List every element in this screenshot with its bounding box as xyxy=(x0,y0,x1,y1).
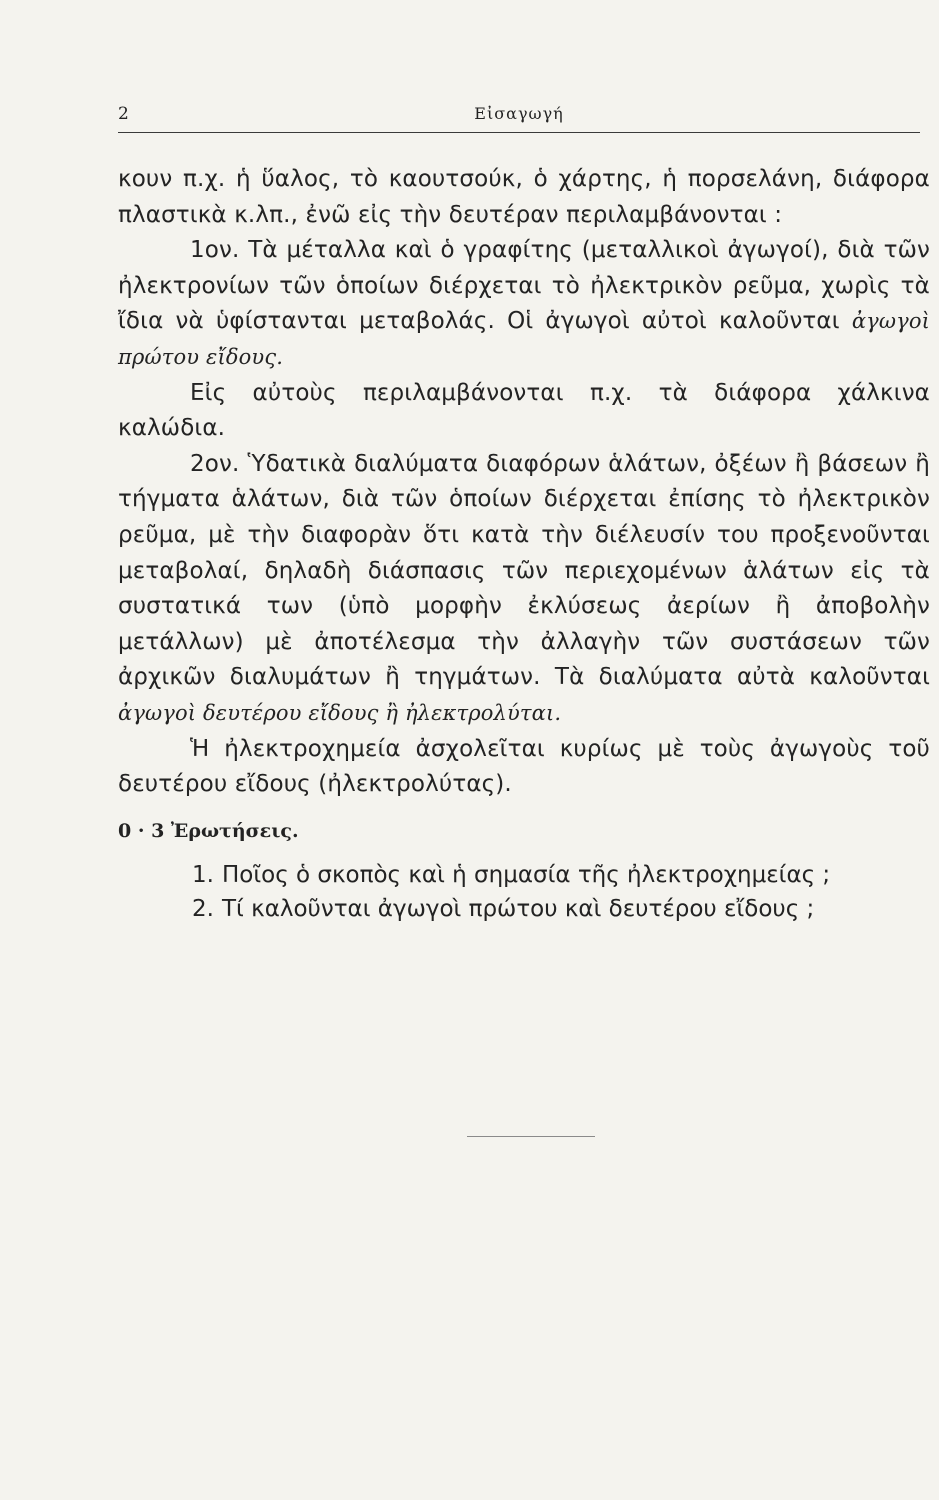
page-header xyxy=(118,100,920,133)
paragraph-text: 2ον. Ὑδατικὰ διαλύματα διαφόρων ἁλάτων, ὀξέων ἢ βάσεων ἢ τήγματα ἁλάτων, διὰ τῶν ὁποίων διέρχεται ἐπίσης τὸ ἠλεκτρικὸν ρεῦμα, μὲ τὴν διαφορὰν ὅτι κατὰ τὴν διέλευσίν του προξενοῦνται μεταβολαί, δηλαδὴ διάσπασις τῶν περιεχομένων ἁλάτων εἰς τὰ συστατικά των (ὑπὸ μορφὴν ἐκλύσεως ἀερίων ἢ ἀποβολὴν μετάλλων) μὲ ἀποτέλεσμα τὴν ἀλλαγὴν τῶν συστάσεων τῶν ἀρχικῶν διαλυμάτων ἢ τηγμάτων. Τὰ διαλύματα αὐτὰ καλοῦνται xyxy=(118,450,930,691)
paragraph-electrochemistry: Ἡ ἠλεκτροχημεία ἀσχολεῖται κυρίως μὲ τοὺς ἀγωγοὺς τοῦ δευτέρου εἴδους (ἠλεκτρολύτας). xyxy=(118,735,930,798)
paragraph-second-order-conductors xyxy=(118,447,930,732)
paragraph-text: 1ον. Τὰ μέταλλα καὶ ὁ γραφίτης (μεταλλικοὶ ἀγωγοί), διὰ τῶν ἠλεκτρονίων τῶν ὁποίων διέρχεται τὸ ἠλεκτρικὸν ρεῦμα, χωρὶς τὰ ἴδια νὰ ὑφίστανται μεταβολάς. Οἱ ἀγωγοὶ αὐτοὶ καλοῦνται xyxy=(118,237,930,335)
section-divider xyxy=(467,1136,595,1137)
page-number: 2 xyxy=(118,104,129,124)
question-text: Τί καλοῦνται ἀγωγοὶ πρώτου καὶ δευτέρου εἴδους ; xyxy=(222,896,815,922)
questions-list xyxy=(192,858,932,926)
paragraph-first-order-conductors xyxy=(118,233,930,375)
running-head: Εἰσαγωγή xyxy=(474,104,564,123)
question-number: 2. xyxy=(192,896,214,922)
question-text: Ποῖος ὁ σκοπὸς καὶ ἡ σημασία τῆς ἠλεκτροχημείας ; xyxy=(222,862,831,888)
italic-term: ἀγωγοὶ δευτέρου εἴδους ἢ ἠλεκτρολύται. xyxy=(118,700,562,725)
paragraph-examples: Εἰς αὐτοὺς περιλαμβάνονται π.χ. τὰ διάφορα χάλκινα καλώδια. xyxy=(118,379,930,442)
question-item xyxy=(192,858,932,892)
italic-term: ἀγωγοὶ πρώτου εἴδους. xyxy=(118,309,931,369)
body-text xyxy=(118,162,930,803)
paragraph-continuation: κουν π.χ. ἡ ὕαλος, τὸ καουτσούκ, ὁ χάρτης, ἡ πορσελάνη, διάφορα πλαστικὰ κ.λπ., ἐνῶ εἰς τὴν δευτέραν περιλαμβάνονται : xyxy=(118,166,930,228)
question-number: 1. xyxy=(192,862,214,888)
question-item xyxy=(192,892,932,926)
section-heading: 0 · 3 Ἐρωτήσεις. xyxy=(118,820,299,842)
